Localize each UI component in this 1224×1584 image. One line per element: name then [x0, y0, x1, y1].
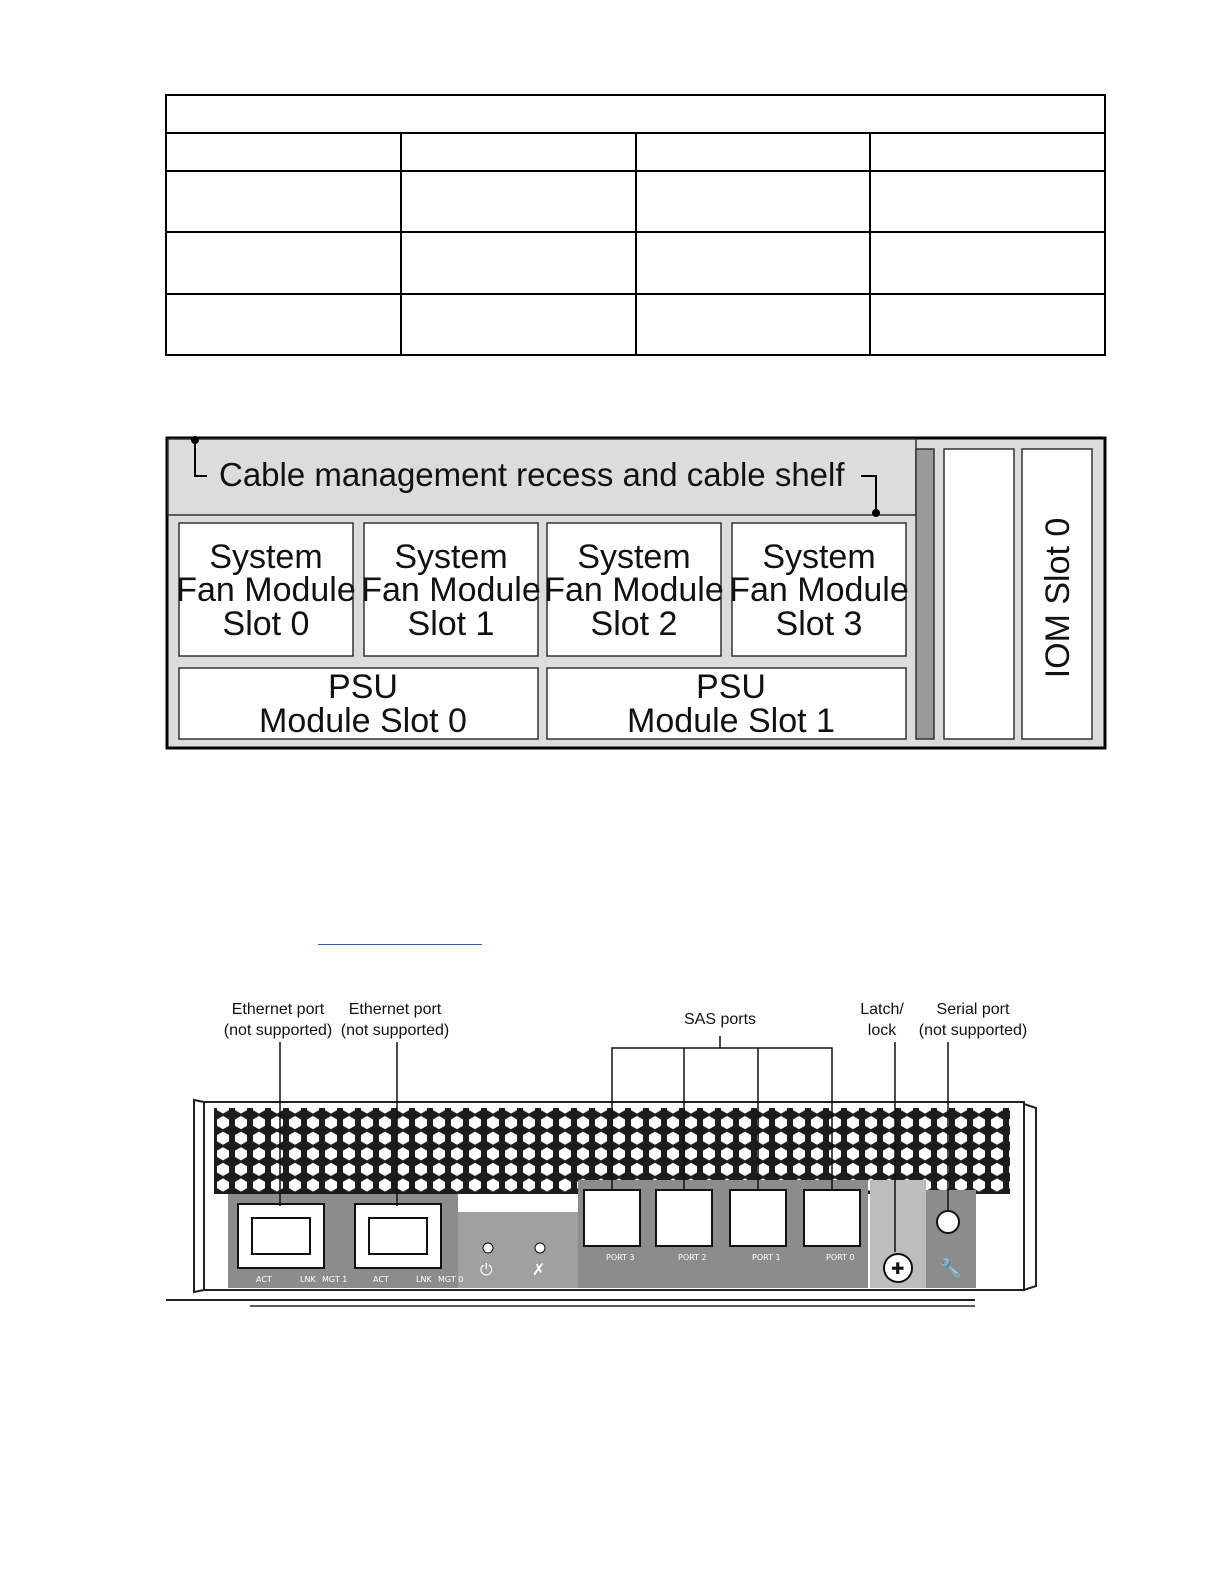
cable-shelf-label: Cable management recess and cable shelf [219, 456, 845, 493]
eth1-mgt-label: MGT 1 [322, 1275, 348, 1284]
table-title-cell [166, 95, 1105, 133]
sas-port-1-label: PORT 1 [752, 1253, 781, 1262]
fan-slot-0-line3: Slot 0 [222, 605, 310, 643]
enclosure-slot-diagram [165, 436, 1107, 750]
fault-icon: ✗ [532, 1260, 546, 1279]
eth2-lnk-label: LNK [416, 1275, 432, 1284]
psu-slot-0-line1: PSU [328, 668, 398, 706]
rj45-socket-icon [369, 1218, 427, 1254]
table-row [166, 232, 1105, 293]
callout-sas-ports: SAS ports [683, 1011, 757, 1028]
sas-port-3-label: PORT 3 [606, 1253, 635, 1262]
spec-table [165, 94, 1106, 356]
power-led [483, 1243, 493, 1253]
psu-slot-0-line2: Module Slot 0 [259, 702, 467, 740]
callout-eth1-line1: Ethernet port [231, 1001, 325, 1018]
callout-latch-line2: lock [867, 1022, 897, 1039]
table-row [166, 294, 1105, 356]
table-header-cell [401, 133, 636, 170]
fan-slot-3-line3: Slot 3 [775, 605, 863, 643]
blank-slot [944, 449, 1014, 739]
table-title-row [166, 95, 1105, 133]
table-cell [166, 294, 401, 356]
eth1-lnk-label: LNK [300, 1275, 316, 1284]
callout-latch-line1: Latch/ [860, 1001, 904, 1018]
sas-port-2-label: PORT 2 [678, 1253, 707, 1262]
rj45-socket-icon [252, 1218, 310, 1254]
table-header-cell [166, 133, 401, 170]
power-icon: ⏻ [480, 1260, 493, 1279]
table-header-row [166, 133, 1105, 170]
sas-port-3[interactable] [584, 1190, 640, 1246]
table-cell [401, 294, 636, 356]
fault-led [535, 1243, 545, 1253]
iom-diagram-svg [160, 990, 1040, 1320]
table-cell [166, 171, 401, 232]
eth1-act-label: ACT [256, 1275, 272, 1284]
fan-slot-1-line2: Fan Module [361, 571, 541, 609]
fan-slot-1-line1: System [394, 538, 508, 576]
table-cell [636, 171, 871, 232]
psu-slot-1-line2: Module Slot 1 [627, 702, 835, 740]
chassis-right-flange [1024, 1104, 1036, 1290]
callout-eth1-line2: (not supported) [223, 1022, 333, 1039]
sas-port-0[interactable] [804, 1190, 860, 1246]
status-led-panel [458, 1212, 578, 1288]
enclosure-slot-svg [165, 436, 1107, 750]
table-cell [870, 294, 1105, 356]
table-cell [870, 171, 1105, 232]
serial-port[interactable] [937, 1211, 959, 1233]
fan-slot-2-line3: Slot 2 [590, 605, 678, 643]
callout-serial-line1: Serial port [936, 1001, 1010, 1018]
document-link[interactable] [318, 944, 482, 945]
sas-port-0-label: PORT 0 [826, 1253, 855, 1262]
psu-slot-1-line1: PSU [696, 668, 766, 706]
table-row [166, 171, 1105, 232]
table-cell [401, 232, 636, 293]
wrench-icon: 🔧 [939, 1258, 962, 1279]
table-cell [870, 232, 1105, 293]
callout-eth2-line2: (not supported) [340, 1022, 450, 1039]
fan-slot-3-line2: Fan Module [729, 571, 909, 609]
table-cell [636, 294, 871, 356]
iom-slot-0-label: IOM Slot 0 [1039, 517, 1077, 679]
fan-slot-0-line1: System [209, 538, 323, 576]
table-header-cell [870, 133, 1105, 170]
fan-slot-0-line2: Fan Module [176, 571, 356, 609]
sas-port-1[interactable] [730, 1190, 786, 1246]
plus-icon: ✚ [891, 1259, 905, 1278]
table-cell [636, 232, 871, 293]
fan-slot-1-line3: Slot 1 [407, 605, 495, 643]
callout-serial-line2: (not supported) [918, 1022, 1028, 1039]
callout-eth2-line1: Ethernet port [348, 1001, 442, 1018]
fan-slot-2-line1: System [577, 538, 691, 576]
table-cell [401, 171, 636, 232]
table-header-cell [636, 133, 871, 170]
eth2-mgt-label: MGT 0 [438, 1275, 464, 1284]
iom-diagram [160, 990, 1040, 1320]
table-cell [166, 232, 401, 293]
sas-port-2[interactable] [656, 1190, 712, 1246]
fan-slot-2-line2: Fan Module [544, 571, 724, 609]
slot-divider-bar [916, 449, 934, 739]
chassis-left-flange [194, 1100, 204, 1292]
eth2-act-label: ACT [373, 1275, 389, 1284]
fan-slot-3-line1: System [762, 538, 876, 576]
